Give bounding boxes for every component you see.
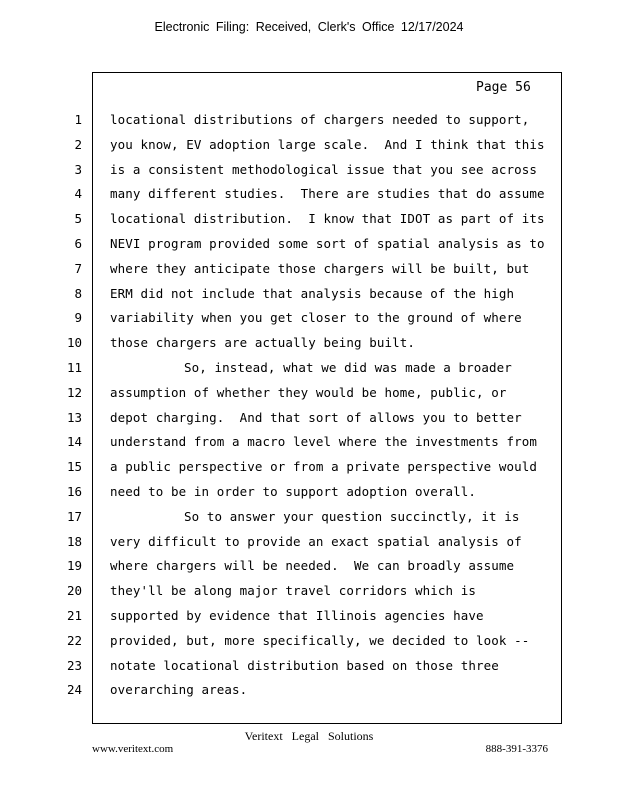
line-number: 2 bbox=[74, 136, 82, 152]
transcript-line bbox=[0, 179, 618, 204]
transcript-line bbox=[0, 353, 618, 378]
transcript-lines bbox=[0, 105, 618, 700]
line-text: you know, EV adoption large scale. And I think that this bbox=[110, 136, 545, 152]
line-number: 8 bbox=[74, 285, 82, 301]
line-text: very difficult to provide an exact spatial analysis of bbox=[110, 533, 522, 549]
line-number: 1 bbox=[74, 112, 82, 127]
transcript-line bbox=[0, 403, 618, 428]
line-text: So to answer your question succinctly, it is bbox=[184, 508, 520, 524]
transcript-line bbox=[0, 576, 618, 601]
transcript-line bbox=[0, 303, 618, 328]
transcript-line bbox=[0, 477, 618, 502]
line-text: understand from a macro level where the investments from bbox=[110, 434, 538, 450]
line-text: need to be in order to support adoption overall. bbox=[110, 483, 477, 499]
line-number: 16 bbox=[66, 483, 82, 499]
line-number: 6 bbox=[74, 235, 82, 251]
line-text: where they anticipate those chargers will be built, but bbox=[110, 260, 530, 276]
line-number: 3 bbox=[74, 161, 82, 177]
line-number: 9 bbox=[74, 310, 82, 326]
line-text: So, instead, what we did was made a broader bbox=[184, 359, 512, 375]
line-text: provided, but, more specifically, we decided to look -- bbox=[110, 632, 530, 648]
footer-phone: 888-391-3376 bbox=[485, 743, 548, 755]
line-number: 11 bbox=[66, 359, 82, 375]
transcript-line bbox=[0, 651, 618, 676]
line-number: 10 bbox=[66, 335, 82, 351]
filing-stamp: Electronic Filing: Received, Clerk's Office 12/17/2024 bbox=[154, 20, 464, 34]
transcript-line bbox=[0, 328, 618, 353]
transcript-line bbox=[0, 626, 618, 651]
transcript-line bbox=[0, 675, 618, 700]
page-number: Page 56 bbox=[476, 80, 531, 95]
transcript-line bbox=[0, 229, 618, 254]
line-number: 23 bbox=[66, 657, 82, 673]
line-text: supported by evidence that Illinois agencies have bbox=[110, 607, 484, 623]
transcript-line bbox=[0, 502, 618, 527]
footer-company: Veritext Legal Solutions bbox=[244, 729, 374, 743]
line-number: 12 bbox=[66, 384, 82, 400]
transcript-line bbox=[0, 279, 618, 304]
line-number: 7 bbox=[74, 260, 82, 276]
line-number: 21 bbox=[66, 607, 82, 623]
line-text: locational distributions of chargers needed to support, bbox=[110, 112, 530, 127]
line-text: notate locational distribution based on those three bbox=[110, 657, 499, 673]
line-number: 19 bbox=[66, 558, 82, 574]
line-text: depot charging. And that sort of allows you to better bbox=[110, 409, 522, 425]
transcript-line bbox=[0, 427, 618, 452]
transcript-line bbox=[0, 155, 618, 180]
line-number: 22 bbox=[66, 632, 82, 648]
line-text: ERM did not include that analysis because of the high bbox=[110, 285, 515, 301]
line-number: 13 bbox=[66, 409, 82, 425]
line-text: variability when you get closer to the ground of where bbox=[110, 310, 522, 326]
line-text: where chargers will be needed. We can broadly assume bbox=[110, 558, 515, 574]
transcript-line bbox=[0, 527, 618, 552]
line-text: a public perspective or from a private perspective would bbox=[110, 459, 538, 475]
line-number: 14 bbox=[66, 434, 82, 450]
line-number: 24 bbox=[66, 682, 82, 698]
transcript-line bbox=[0, 105, 618, 130]
transcript-line bbox=[0, 551, 618, 576]
line-number: 4 bbox=[74, 186, 82, 202]
transcript-line bbox=[0, 452, 618, 477]
line-number: 20 bbox=[66, 583, 82, 599]
line-text: overarching areas. bbox=[110, 682, 248, 698]
line-text: those chargers are actually being built. bbox=[110, 335, 416, 351]
line-number: 18 bbox=[66, 533, 82, 549]
transcript-line bbox=[0, 378, 618, 403]
line-text: is a consistent methodological issue that you see across bbox=[110, 161, 538, 177]
line-text: assumption of whether they would be home, public, or bbox=[110, 384, 507, 400]
transcript-line bbox=[0, 130, 618, 155]
footer-website: www.veritext.com bbox=[92, 743, 174, 755]
transcript-line bbox=[0, 601, 618, 626]
transcript-line bbox=[0, 204, 618, 229]
line-text: many different studies. There are studies that do assume bbox=[110, 186, 545, 202]
line-number: 15 bbox=[66, 459, 82, 475]
line-text: NEVI program provided some sort of spatial analysis as to bbox=[110, 235, 545, 251]
line-number: 5 bbox=[74, 211, 82, 227]
line-text: they'll be along major travel corridors which is bbox=[110, 583, 477, 599]
transcript-line bbox=[0, 254, 618, 279]
line-number: 17 bbox=[66, 508, 82, 524]
line-text: locational distribution. I know that IDOT as part of its bbox=[110, 211, 545, 227]
